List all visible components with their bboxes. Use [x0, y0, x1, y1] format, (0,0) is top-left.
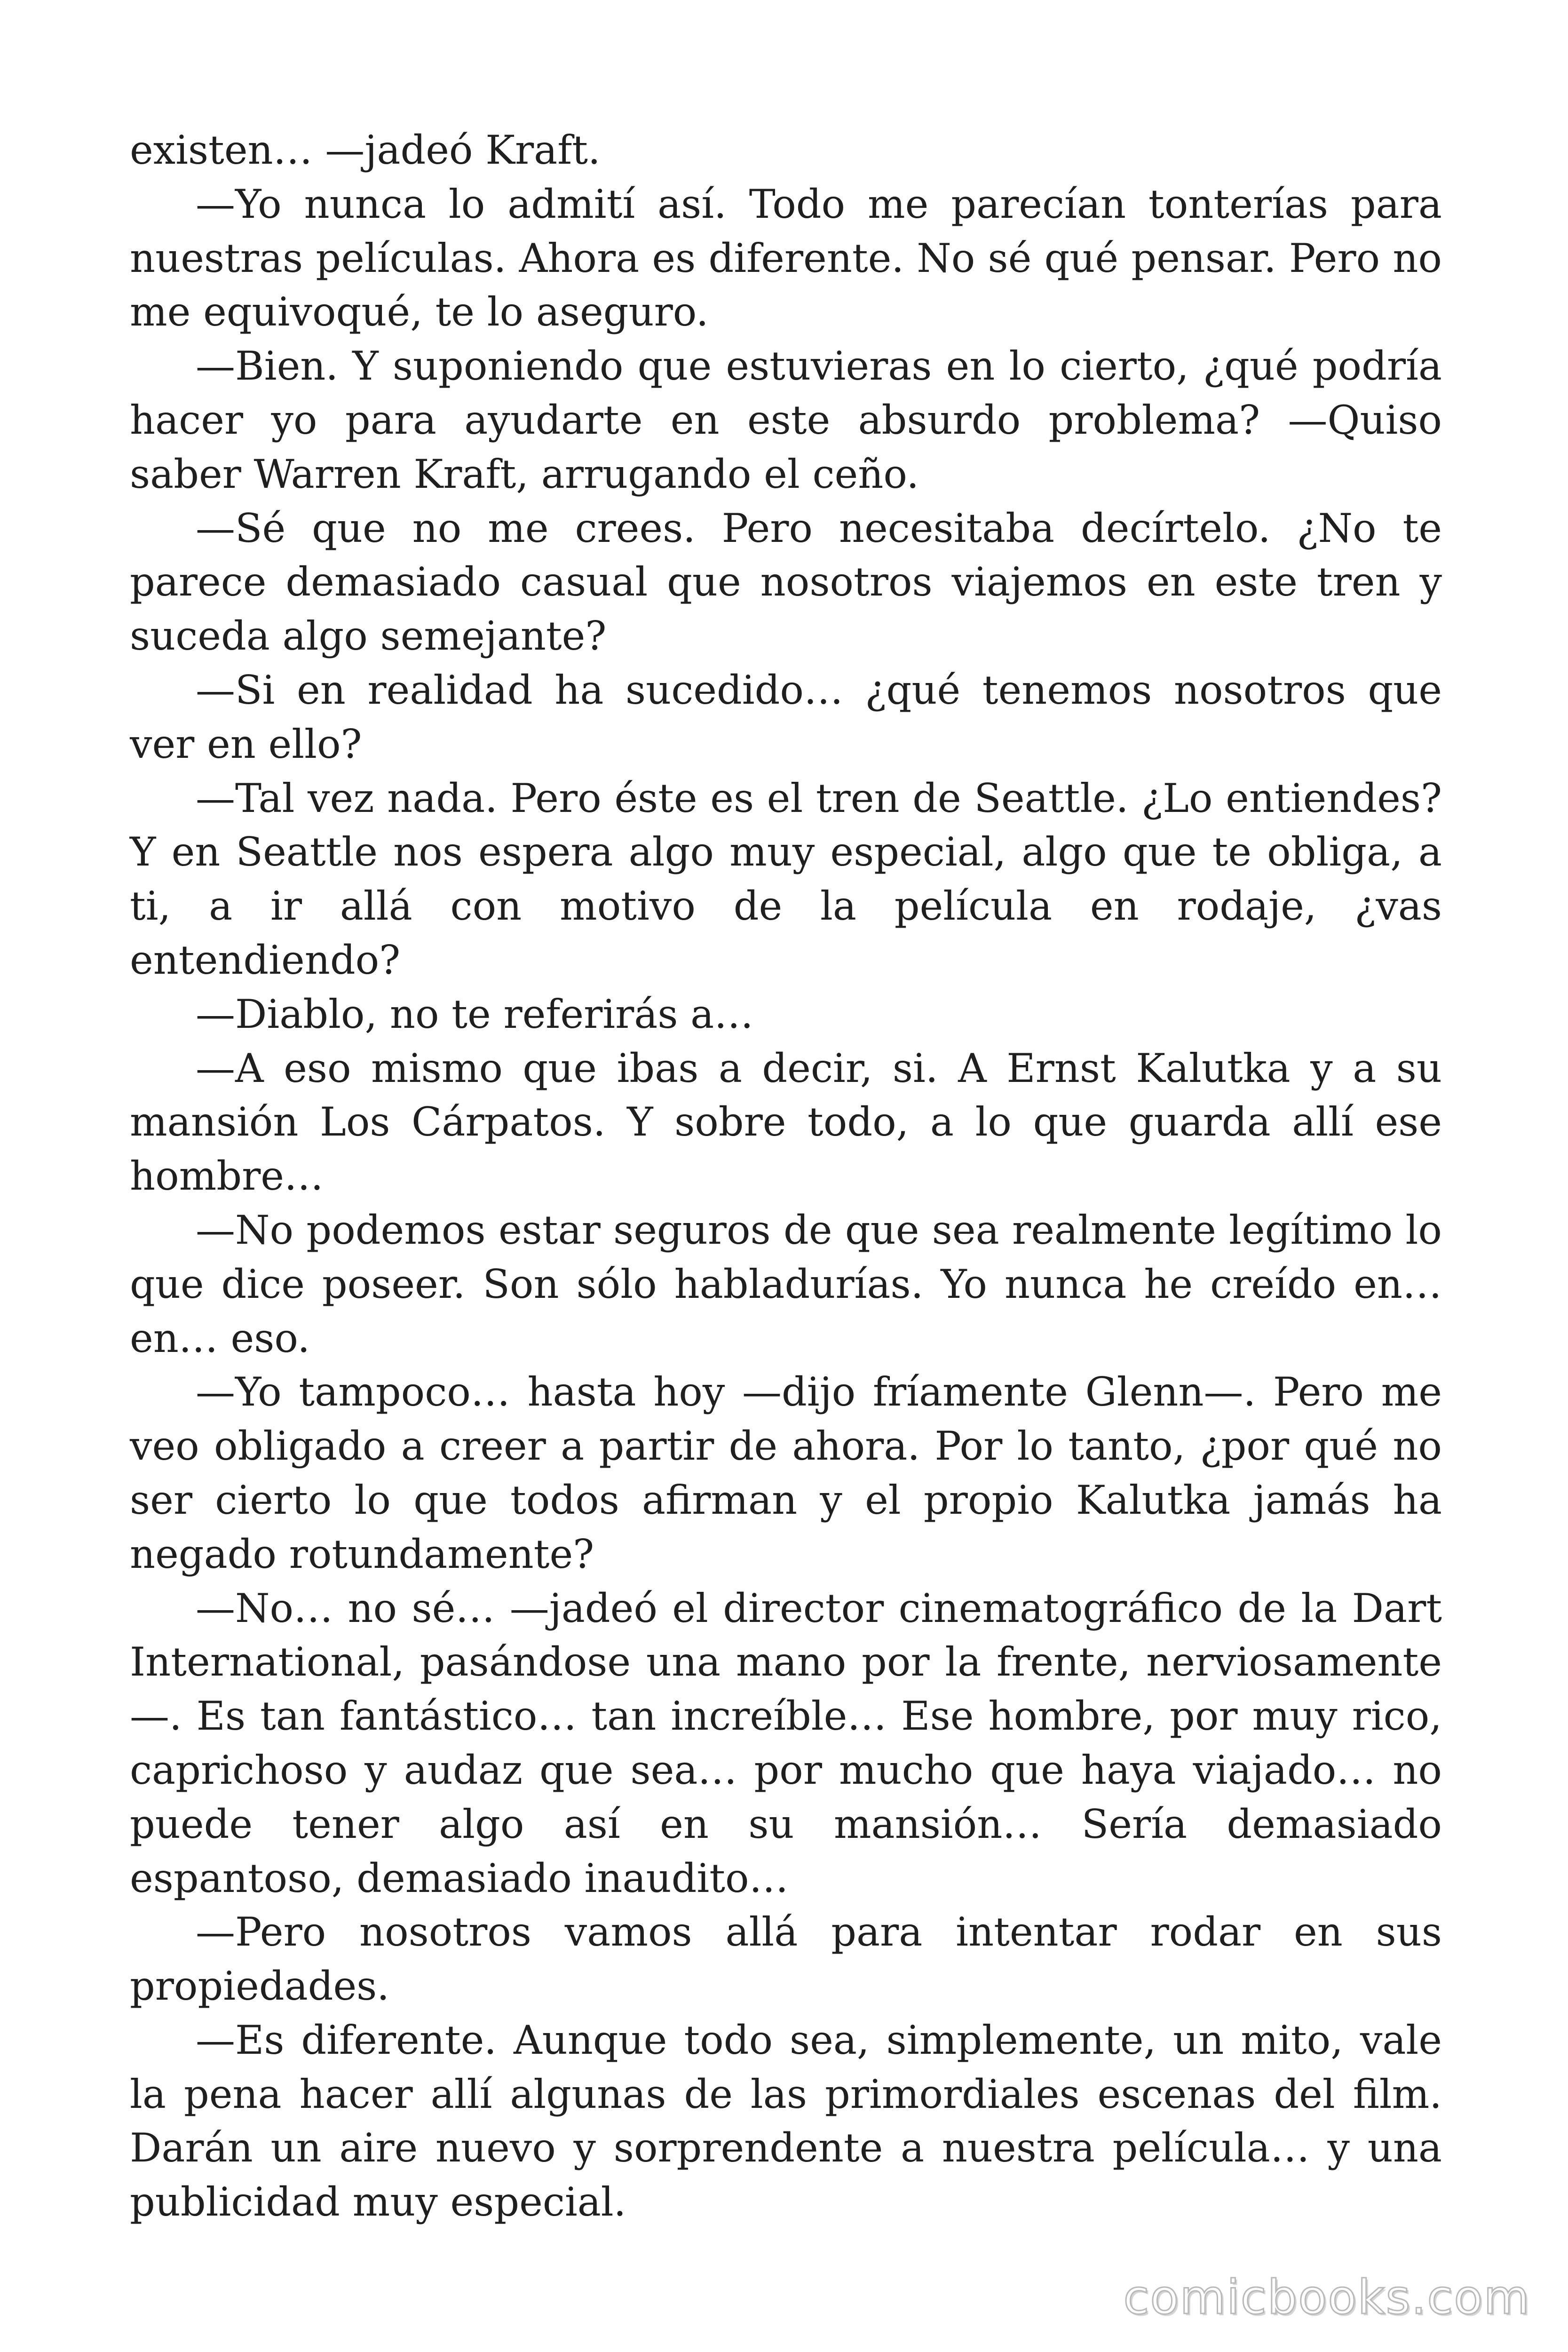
paragraph-9: —No podemos estar seguros de que sea realmente legítimo lo que dice poseer. Son sólo habladurías. Yo nunca he creído en… en… eso.	[130, 1207, 1442, 1361]
watermark-logo: comicbooks.com	[1123, 2270, 1530, 2325]
paragraph-5: —Si en realidad ha sucedido… ¿qué tenemos nosotros que ver en ello?	[130, 667, 1442, 767]
paragraph-3: —Bien. Y suponiendo que estuvieras en lo cierto, ¿qué podría hacer yo para ayudarte en este absurdo problema? —Quiso saber Warren Kraft, arrugando el ceño.	[130, 343, 1442, 497]
paragraph-2: —Yo nunca lo admití así. Todo me parecían tonterías para nuestras películas. Ahora es diferente. No sé qué pensar. Pero no me equivoqué, te lo aseguro.	[130, 181, 1442, 335]
paragraph-10: —Yo tampoco… hasta hoy —dijo fríamente Glenn—. Pero me veo obligado a creer a partir de ahora. Por lo tanto, ¿por qué no ser cierto lo que todos afirman y el propio Kalutka jamás ha negado rotundamente?	[130, 1369, 1442, 1577]
paragraph-13: —Es diferente. Aunque todo sea, simplemente, un mito, vale la pena hacer allí algunas de las primordiales escenas del film. Darán un aire nuevo y sorprendente a nuestra película… y una publicidad muy especial.	[130, 2017, 1442, 2225]
paragraph-8: —A eso mismo que ibas a decir, si. A Ernst Kalutka y a su mansión Los Cárpatos. Y sobre todo, a lo que guarda allí ese hombre…	[130, 1045, 1442, 1200]
paragraph-11: —No… no sé… —jadeó el director cinematográfico de la Dart International, pasándose una mano por la frente, nerviosamente—. Es tan fantástico… tan increíble… Ese hombre, por muy rico, caprichoso y audaz que sea… por mucho que haya viajado… no puede tener algo así en su mansión… Sería demasiado espantoso, demasiado inaudito…	[130, 1585, 1442, 1901]
paragraph-7: —Diablo, no te referirás a…	[196, 991, 754, 1037]
page-body	[130, 123, 1442, 2229]
paragraph-4: —Sé que no me crees. Pero necesitaba decírtelo. ¿No te parece demasiado casual que nosotros viajemos en este tren y suceda algo semejante?	[130, 505, 1442, 660]
paragraph-12: —Pero nosotros vamos allá para intentar rodar en sus propiedades.	[130, 1909, 1442, 2010]
paragraph-1: existen… —jadeó Kraft.	[130, 127, 601, 173]
paragraph-6: —Tal vez nada. Pero éste es el tren de Seattle. ¿Lo entiendes? Y en Seattle nos espera algo muy especial, algo que te obliga, a ti, a ir allá con motivo de la película en rodaje, ¿vas entendiendo?	[130, 775, 1442, 983]
